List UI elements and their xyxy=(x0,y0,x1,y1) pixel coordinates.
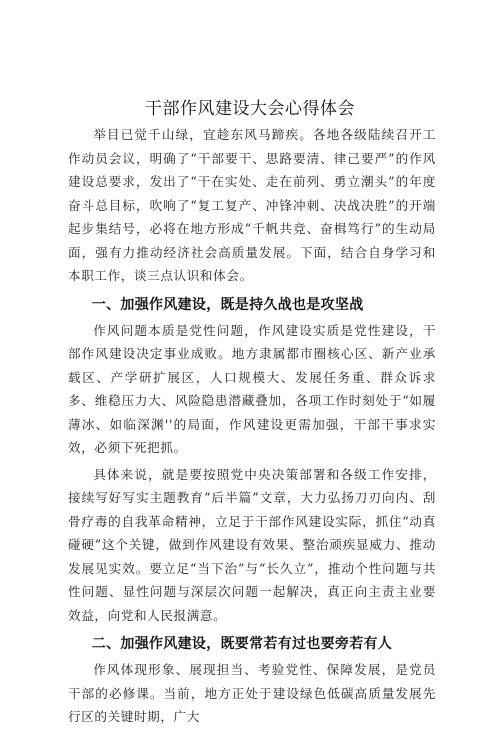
section-1-paragraph-1: 作风问题本质是党性问题，作风建设实质是党性建设，干部作风建设决定事业成败。地方隶属都市圈核心区、新产业承载区、产学研扩展区，人口规模大、发展任务重、群众诉求多、维稳压力大、风险隐患潜藏叠加，各项工作时刻处于“如履薄冰、如临深渊''的局面，作风建设更需加强，干部干事求实效，必须下死把抓。 xyxy=(68,322,436,455)
section-2-paragraph-1: 作风体现形象、展现担当、考验党性、保障发展，是党员干部的必修课。当前，地方正处于建设绿色低碳高质量发展先行区的关键时期，广大 xyxy=(68,662,436,724)
document-title: 干部作风建设大会心得体会 xyxy=(145,99,355,119)
section-1-heading: 一、加强作风建设，既是持久战也是攻坚战 xyxy=(91,296,364,313)
intro-paragraph: 举目已觉千山绿，宜趁东风马蹄疾。各地各级陆续召开工作动员会议，明确了“干部要干、思路要清、律己要严”的作风建设总要求，发出了“干在实处、走在前列、勇立潮头”的年度奋斗总目标，吹响了“复工复产、冲锋冲刺、决战决胜”的开端起步集结号，必将在地方形成“千帆共竞、奋楫笃行”的生动局面，强有力推动经济社会高质量发展。下面，结合自身学习和本职工作，谈三点认识和体会。 xyxy=(68,127,436,283)
section-2-heading: 二、加强作风建设，既要常若有过也要旁若有人 xyxy=(91,636,393,652)
section-1-paragraph-2: 具体来说，就是要按照党中央决策部署和各级工作安排，接续写好写实主题教育“后半篇”文章，大力弘扬刀刃向内、刮骨疗毒的自我革命精神，立足于干部作风建设实际，抓住“动真碰硬”这个关键，做到作风建设有效果、整治顽疾显威力、推动发展见实效。要立足“当下治”与“长久立”，推动个性问题与共性问题、显性问题与深层次问题一起解决，真正向主责主业要效益，向党和人民报满意。 xyxy=(68,466,436,623)
document-body xyxy=(68,123,436,729)
